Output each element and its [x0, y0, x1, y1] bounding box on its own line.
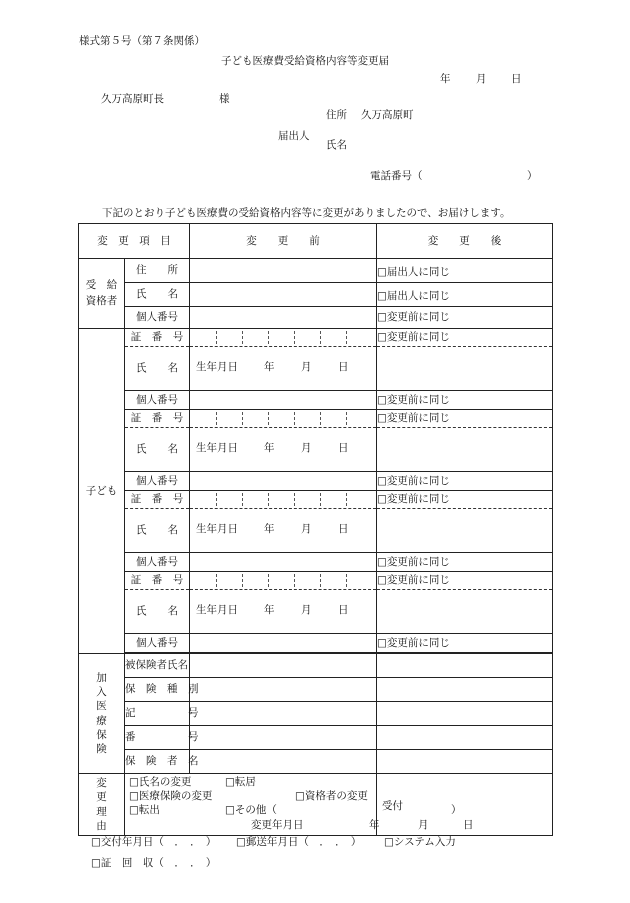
insurance-type-label: 保 険 種 別 — [125, 678, 190, 702]
addressee: 久万高原町長 — [101, 93, 164, 105]
addressee-suffix: 様 — [219, 93, 230, 105]
issue-date: □交付年月日（ ． ． ） — [91, 836, 217, 848]
child4-cert-label: 証 番 号 — [125, 572, 190, 590]
recipient-name-label: 氏 名 — [125, 283, 190, 307]
table-row — [79, 347, 553, 391]
table-row — [79, 329, 553, 347]
child3-cert-after[interactable]: □変更前に同じ — [377, 491, 553, 509]
child2-mynumber-after[interactable]: □変更前に同じ — [377, 472, 553, 491]
child2-name-label: 氏 名 — [125, 428, 190, 472]
recipient-group-label: 受 給 資格者 — [79, 259, 125, 329]
child2-cert-before[interactable] — [190, 410, 377, 428]
change-form-table — [78, 223, 553, 836]
table-row — [79, 391, 553, 410]
date-day-label: 日 — [511, 73, 522, 85]
birth-prefix: 生年月日 — [196, 603, 238, 616]
table-row — [79, 726, 553, 750]
child3-name-before[interactable] — [190, 509, 377, 553]
recipient-address-label: 住 所 — [125, 259, 190, 283]
child4-mynumber-label: 個人番号 — [125, 634, 190, 653]
applicant-name-label: 氏名 — [326, 139, 347, 151]
table-row — [79, 553, 553, 572]
insurance-symbol-after[interactable] — [377, 702, 553, 726]
child1-mynumber-label: 個人番号 — [125, 391, 190, 410]
table-row — [79, 678, 553, 702]
insurance-type-before[interactable] — [190, 678, 377, 702]
child3-mynumber-label: 個人番号 — [125, 553, 190, 572]
reason-insurance-change[interactable]: □医療保険の変更 — [129, 790, 213, 802]
child2-cert-label: 証 番 号 — [125, 410, 190, 428]
system-input: □システム入力 — [384, 836, 456, 848]
child1-cert-before[interactable] — [190, 329, 377, 347]
cert-collect: □証 回 収（ ． ． ） — [91, 857, 217, 869]
insurer-name-before[interactable] — [190, 750, 377, 774]
child2-mynumber-before[interactable] — [190, 472, 377, 491]
birth-day: 日 — [338, 360, 349, 373]
child1-cert-label: 証 番 号 — [125, 329, 190, 347]
birth-prefix: 生年月日 — [196, 360, 238, 373]
birth-month: 月 — [301, 603, 312, 616]
insurer-name-label: 保 険 者 名 — [125, 750, 190, 774]
recipient-mynumber-label: 個人番号 — [125, 307, 190, 329]
table-row — [79, 509, 553, 553]
table-row — [79, 750, 553, 774]
change-date-label: 変更年月日 — [251, 819, 304, 831]
insured-name-after[interactable] — [377, 654, 553, 678]
insurance-number-before[interactable] — [190, 726, 377, 750]
child4-name-before[interactable] — [190, 590, 377, 634]
birth-year: 年 — [264, 360, 275, 373]
received-box: 受付 — [377, 774, 553, 836]
applicant-address-label: 住所 — [326, 109, 347, 121]
recipient-address-after[interactable]: □届出人に同じ — [377, 259, 553, 283]
child4-cert-before[interactable] — [190, 572, 377, 590]
child3-name-label: 氏 名 — [125, 509, 190, 553]
birth-month: 月 — [301, 360, 312, 373]
child2-mynumber-label: 個人番号 — [125, 472, 190, 491]
insurance-type-after[interactable] — [377, 678, 553, 702]
reason-other[interactable]: □その他（ — [225, 804, 277, 816]
table-row — [79, 283, 553, 307]
birth-prefix: 生年月日 — [196, 441, 238, 454]
reason-row — [79, 774, 553, 836]
child2-name-after[interactable] — [377, 428, 553, 472]
child4-mynumber-before[interactable] — [190, 634, 377, 653]
form-title: 子ども医療費受給資格内容等変更届 — [221, 55, 389, 67]
child3-mynumber-before[interactable] — [190, 553, 377, 572]
child1-mynumber-after[interactable]: □変更前に同じ — [377, 391, 553, 410]
birth-year: 年 — [264, 603, 275, 616]
phone-label: 電話番号（ — [370, 170, 423, 182]
header-before: 変 更 前 — [190, 224, 377, 259]
header-after: 変 更 後 — [377, 224, 553, 259]
child-group-label: 子ども — [79, 329, 125, 654]
insurance-symbol-before[interactable] — [190, 702, 377, 726]
table-row — [79, 590, 553, 634]
change-date-year: 年 — [369, 819, 380, 831]
change-date-month: 月 — [418, 819, 429, 831]
birth-day: 日 — [338, 441, 349, 454]
date-month-label: 月 — [476, 73, 487, 85]
insurer-name-after[interactable] — [377, 750, 553, 774]
child3-cert-label: 証 番 号 — [125, 491, 190, 509]
recipient-mynumber-before[interactable] — [190, 307, 377, 329]
child4-cert-after[interactable]: □変更前に同じ — [377, 572, 553, 590]
table-row — [79, 472, 553, 491]
date-year-label: 年 — [440, 73, 451, 85]
birth-year: 年 — [264, 522, 275, 535]
child1-name-label: 氏 名 — [125, 347, 190, 391]
birth-month: 月 — [301, 522, 312, 535]
child4-mynumber-after[interactable]: □変更前に同じ — [377, 634, 553, 653]
child4-name-label: 氏 名 — [125, 590, 190, 634]
birth-prefix: 生年月日 — [196, 522, 238, 535]
insurance-number-label: 番 号 — [125, 726, 190, 750]
birth-day: 日 — [338, 603, 349, 616]
child1-cert-after[interactable]: □変更前に同じ — [377, 329, 553, 347]
recipient-address-before[interactable] — [190, 259, 377, 283]
reason-move[interactable]: □転居 — [225, 776, 256, 788]
recipient-name-before[interactable] — [190, 283, 377, 307]
table-row — [79, 572, 553, 590]
table-header-row — [79, 224, 553, 259]
recipient-mynumber-after[interactable]: □変更前に同じ — [377, 307, 553, 329]
child1-name-before[interactable] — [190, 347, 377, 391]
table-row — [79, 634, 553, 653]
birth-month: 月 — [301, 441, 312, 454]
insurance-number-after[interactable] — [377, 726, 553, 750]
table-row — [79, 702, 553, 726]
insurance-group-label: 加入医療保険 — [79, 654, 125, 774]
birth-day: 日 — [338, 522, 349, 535]
insurance-symbol-label: 記 号 — [125, 702, 190, 726]
reason-qualifier-change[interactable]: □資格者の変更 — [295, 790, 368, 802]
insured-name-before[interactable] — [190, 654, 377, 678]
reason-group-label: 変更理由 — [79, 774, 125, 836]
child2-cert-after[interactable]: □変更前に同じ — [377, 410, 553, 428]
form-number: 様式第５号（第７条関係） — [79, 35, 205, 47]
applicant-address-value: 久万高原町 — [361, 109, 414, 121]
mail-date: □郵送年月日（ ． ． ） — [236, 836, 362, 848]
table-row — [79, 410, 553, 428]
child3-name-after[interactable] — [377, 509, 553, 553]
intro-text: 下記のとおり子ども医療費の受給資格内容等に変更がありましたので、お届けします。 — [102, 207, 511, 219]
header-item: 変 更 項 目 — [79, 224, 190, 259]
birth-year: 年 — [264, 441, 275, 454]
table-row — [79, 259, 553, 283]
table-row — [79, 307, 553, 329]
reason-other-close: ） — [451, 804, 462, 816]
phone-close: ） — [527, 170, 538, 182]
table-row — [79, 491, 553, 509]
table-row — [79, 654, 553, 678]
child1-mynumber-before[interactable] — [190, 391, 377, 410]
child2-name-before[interactable] — [190, 428, 377, 472]
child3-mynumber-after[interactable]: □変更前に同じ — [377, 553, 553, 572]
recipient-name-after[interactable]: □届出人に同じ — [377, 283, 553, 307]
child3-cert-before[interactable] — [190, 491, 377, 509]
table-row — [79, 428, 553, 472]
applicant-label: 届出人 — [278, 130, 310, 142]
insured-name-label: 被保険者氏名 — [125, 654, 190, 678]
child4-name-after[interactable] — [377, 590, 553, 634]
child1-name-after[interactable] — [377, 347, 553, 391]
reason-name-change[interactable]: □氏名の変更 — [129, 776, 192, 788]
change-date-day: 日 — [463, 819, 474, 831]
reason-move-out[interactable]: □転出 — [129, 804, 160, 816]
